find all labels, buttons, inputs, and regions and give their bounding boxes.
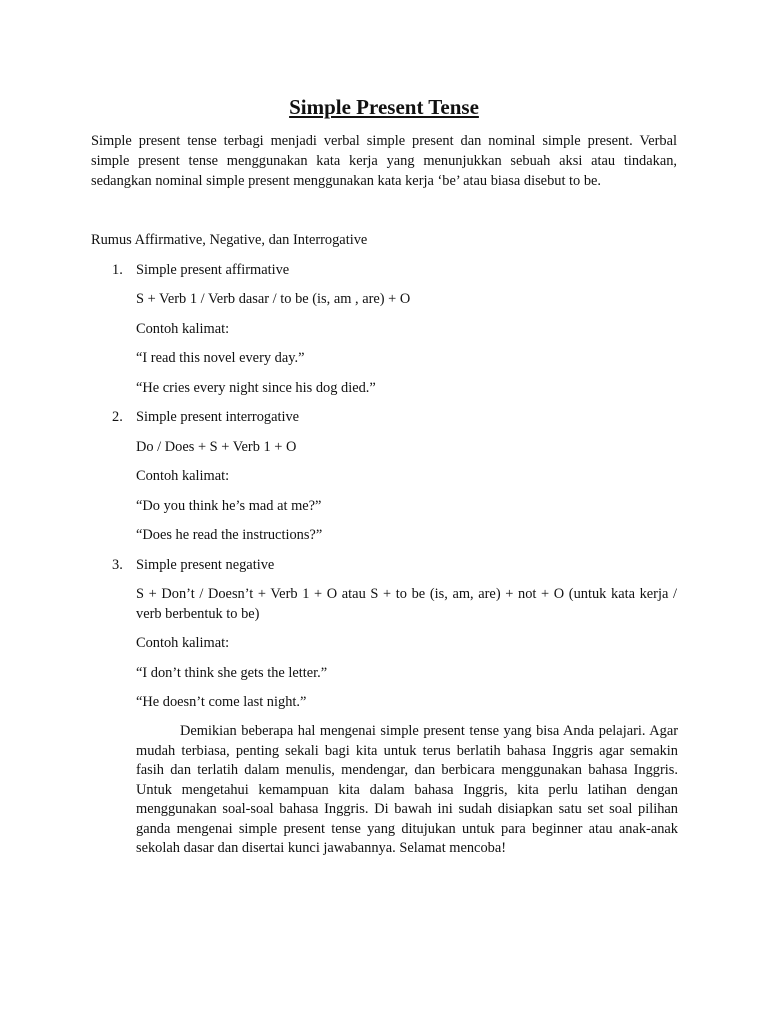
page-title: Simple Present Tense: [289, 95, 479, 119]
section-1-number: 1.: [112, 262, 123, 278]
intro-paragraph: Simple present tense terbagi menjadi verbal simple present dan nominal simple present. Verbal simple present tense menggunakan kata kerja yang menunjukkan sebuah aksi atau tindakan, sedangkan nominal simple present menggunakan kata kerja ‘be’ atau biasa disebut to be.: [91, 133, 677, 189]
section-1-example-1: “I read this novel every day.”: [136, 350, 305, 366]
section-1-formula: S + Verb 1 / Verb dasar / to be (is, am , are) + O: [136, 291, 411, 307]
section-2-number: 2.: [112, 409, 123, 425]
closing-paragraph: Demikian beberapa hal mengenai simple present tense yang bisa Anda pelajari. Agar mudah terbiasa, penting sekali bagi kita untuk terus berlatih bahasa Inggris agar semakin fasih dan terlatih dalam menulis, mendengar, dan berbicara menggunakan bahasa Inggris. Untuk mengetahui kemampuan kita dalam bahasa Inggris, kita perlu latihan dengan menggunakan soal-soal bahasa Inggris. Di bawah ini sudah disiapkan satu set soal pilihan ganda mengenai simple present tense yang ditujukan untuk para beginner atau anak-anak sekolah dasar dan disertai kunci jawabannya. Selamat mencoba!: [136, 723, 678, 856]
section-3-formula: S + Don’t / Doesn’t + Verb 1 + O atau S + to be (is, am, are) + not + O (untuk kata kerja / verb berbentuk to be): [136, 586, 677, 622]
section-2-example-1: “Do you think he’s mad at me?”: [136, 498, 322, 514]
section-3-example-2: “He doesn’t come last night.”: [136, 694, 307, 710]
section-2-example-label: Contoh kalimat:: [136, 468, 230, 484]
section-1-heading: Simple present affirmative: [136, 262, 290, 278]
section-3-example-1: “I don’t think she gets the letter.”: [136, 665, 328, 681]
section-3-number: 3.: [112, 557, 123, 573]
section-2-example-2: “Does he read the instructions?”: [136, 527, 323, 543]
rumus-heading: Rumus Affirmative, Negative, dan Interrogative: [91, 232, 368, 248]
section-2-heading: Simple present interrogative: [136, 409, 300, 425]
section-3-example-label: Contoh kalimat:: [136, 635, 230, 651]
section-1-example-2: “He cries every night since his dog died.”: [136, 380, 376, 396]
section-1-example-label: Contoh kalimat:: [136, 321, 230, 337]
section-2-formula: Do / Does + S + Verb 1 + O: [136, 439, 297, 455]
section-3-heading: Simple present negative: [136, 557, 275, 573]
